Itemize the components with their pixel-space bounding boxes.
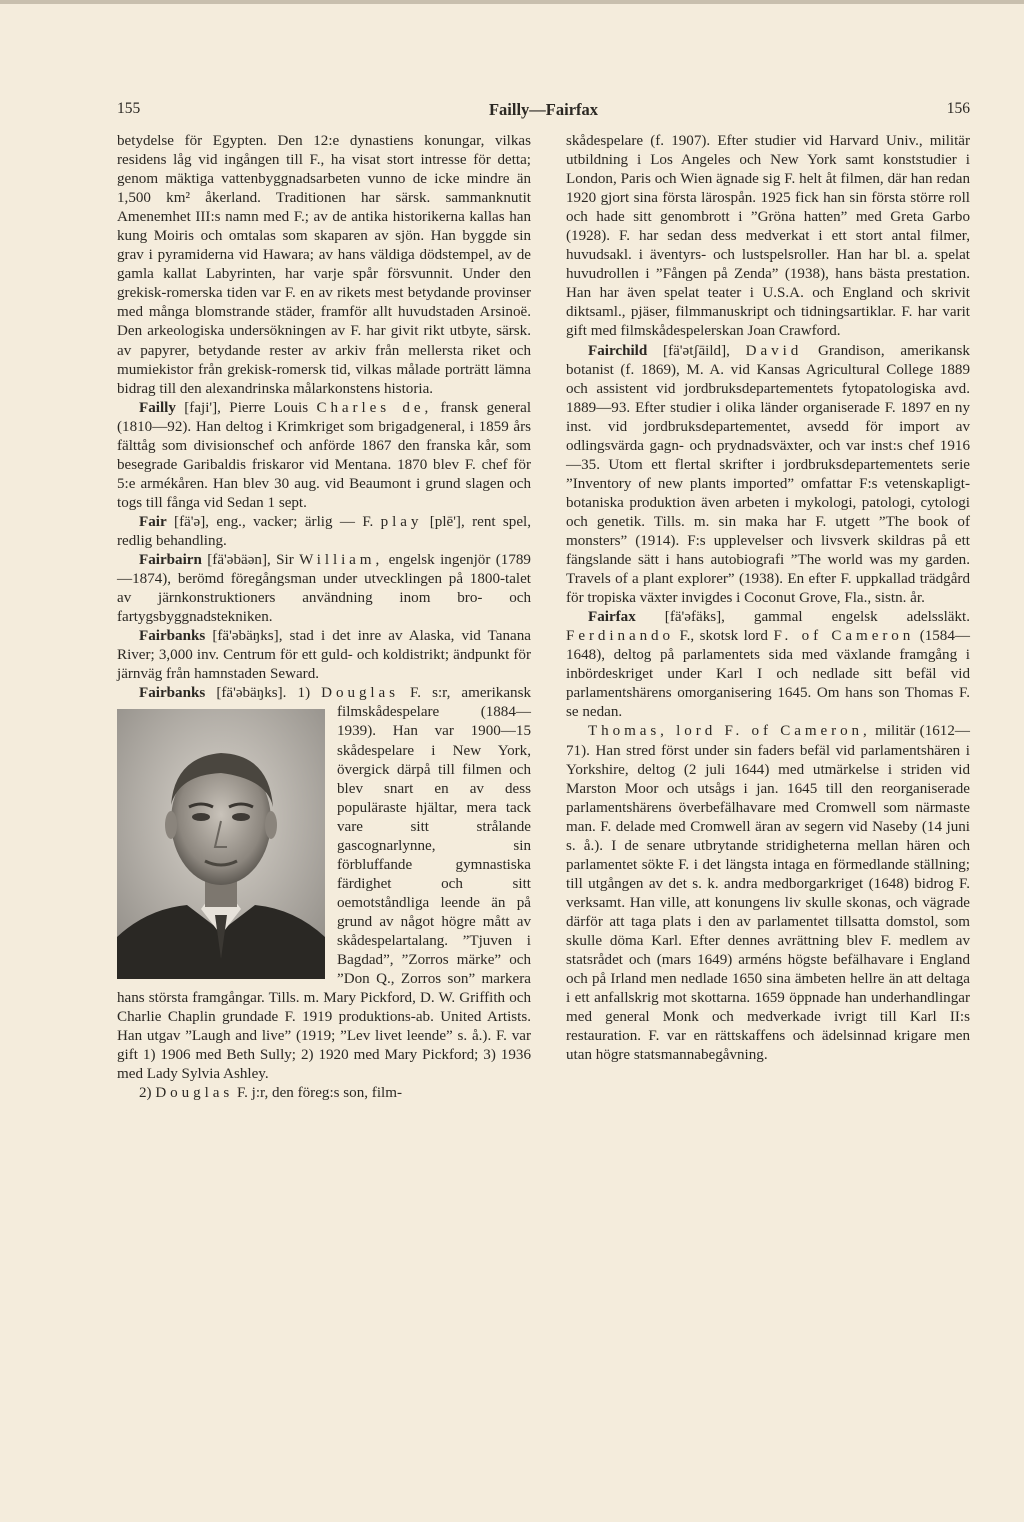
headword-fairchild: Fairchild: [588, 342, 648, 359]
entry-fair: Fair [fä'ə], eng., vacker; ärlig — F. play [plē'], rent spel, redlig behandling.: [117, 513, 532, 549]
headword-fairbanks-2: Fairbanks: [139, 685, 206, 702]
headword-fair: Fair: [139, 513, 167, 530]
fairbanks-jr-continuation: skådespelare (f. 1907). Efter studier vid Harvard Univ., militär utbildning i Los Angeles och New York samt konststudier i London, Paris och Wien ägnade sig F. helt åt filmen, där han redan 1920 gjort sina första lärospån. 1925 fick han sin första större roll och hade sitt genombrott i ”Gröna hatten” med Greta Garbo (1928). F. har sedan dess medverkat i ett stort antal filmer, huvudsakl. i äventyrs- och lustspelsroller. Han har bl. a. spelat huvudrollen i ”Fången på Zenda” (1938), hans bästa prestation. Han har även spelat teater i U.S.A. och England och skrivit diktsaml., pjäser, filmmanuskript och tidningsartiklar. F. har varit gift med filmskådespelerskan Joan Crawford.: [566, 133, 970, 340]
headword-fairbairn: Fairbairn: [139, 552, 202, 569]
headword-fairfax: Fairfax: [588, 609, 636, 626]
entry-fairchild: Fairchild [fä'ətʃāild], David Grandison, amerikansk botanist (f. 1869), M. A. vid Kansas Agricultural College 1889 och assistent vid jordbruksdepartementets fytopatologiska avd. 1889—93. Efter studier i olika länder organiserade F. 1897 en ny inst. vid jordbruksdepartementet, avsedd för import av odlingsvärda gagn- och prydnadsväxter, och var inst:s chef 1916—35. Utom ett flertal skrifter i jordbruksdepartementets serie ”Inventory of new plants imported” omfattar F:s vetenskapligt-botaniska produktion även arbeten i mykologi, patologi, cytologi och genetik. Tills. m. sin maka har F. utgett ”The book of monsters” (1914). F:s upplevelser och livsverk skildras på ett fängslande sätt i hans autobiografi ”The world was my garden. Travels of a plant explorer” (1938). En efter F. uppkallad trädgård för tropiska växter invigdes i Coconut Grove, Fla., sistn. år.: [566, 342, 970, 607]
headword-fairbanks: Fairbanks: [139, 628, 206, 645]
left-column: [117, 132, 531, 1103]
entry-fairbanks-alaska: Fairbanks [fä'əbäŋks], stad i det inre av Alaska, vid Tanana River; 3,000 inv. Centrum för ett guld- och koldistrikt; ändpunkt för järnväg från hamnstaden Seward.: [117, 628, 531, 683]
entry-fairbanks-douglas: Fairbanks [fä'əbäŋks]. 1) Douglas F. s:r, amerikansk filmskådespelare (1884—1939). Han var 1900—15 skådespelare i New York, övergick därpå till filmen och blev snart en av dess populäraste hjältar, mera tack vare sitt strålande gascognarlynne, sin förbluffande gymnastiska färdighet och sitt oemotståndliga leende än på grund av något högre mått av skådespelartalang. ”Tjuven i Bagdad”, ”Zorros märke” och ”Don Q., Zorros son” markera hans största framgångar. Tills. m. Mary Pickford, D. W. Griffith och Charlie Chaplin grundade F. 1919 produktions-ab. United Artists. Han utgav ”Laugh and live” (1919; ”Lev livet leende” s. å.). F. var gift 1) 1906 med Beth Sully; 2) 1920 med Mary Pickford; 3) 1936 med Lady Sylvia Ashley.: [117, 685, 531, 1083]
entry-fairbanks-jr: 2) Douglas F. j:r, den föreg:s son, film-: [139, 1085, 402, 1102]
faijum-continuation: betydelse för Egypten. Den 12:e dynastiens konungar, vilkas residens låg vid ingången till F., ha visat stort intresse för detta; genom mäktiga vattenbyggnadsarbeten vunno de icke mindre än 1,500 km² åkerland. Traditionen har särsk. sammanknutit Amenemhet III:s namn med F.; av de antika historikerna kallas han kung Moiris och omtalas som skaparen av sjön. Han byggde sin grav i pyramiderna vid Hawara; av hans väldiga dödstempel, av de gamla kallat Labyrinten, har varje spår försvunnit. Under den grekisk-romerska tiden var F. en av rikets mest betydande provinser med många blomstrande städer, framför allt huvudstaden Arsinoë. Den arkeologiska undersökningen av F. har givit rikt utbyte, särsk. av papyrer, betydande rester av arkiv från mellersta riket och mumiekistor från grekisk-romersk tid, vilkas målade porträtt lämna bidrag till den alexandrinska målarkonstens historia.: [117, 133, 531, 397]
entry-fairbairn: Fairbairn [fä'əbäən], Sir William, engelsk ingenjör (1789—1874), berömd föregångsman under utvecklingen på 1800-talet av järnkonstruktioners användning inom bro- och fartygsbyggnadstekniken.: [117, 552, 531, 626]
entry-failly: Failly [faji'], Pierre Louis Charles de, fransk general (1810—92). Han deltog i Krimkriget som brigadgeneral, i 1859 års fälttåg som divisionschef och anförde 1867 den franska kår, som besegrade Garibaldis friskaror vid Mentana. 1870 blev F. chef för 5:e armékåren. Han blev 30 aug. vid Beaumont i grund slagen och togs till fånga vid Sedan 1 sept.: [117, 399, 532, 511]
portrait-photo: [117, 709, 325, 979]
right-column: [566, 132, 970, 1065]
top-rule: [0, 0, 1024, 4]
headword-failly: Failly: [139, 399, 176, 416]
entry-fairfax: Fairfax [fä'əfäks], gammal engelsk adelssläkt. Ferdinando F., skotsk lord F. of Cameron (1584—1648), deltog på parlamentets sida med växlande framgång i inbördeskriget under Karl I och nedlade sitt befäl vid parlamentshärens omorganisering 1645. Om hans son Thomas F. se nedan.: [566, 609, 970, 721]
page-number-right: 156: [946, 100, 970, 117]
entry-thomas-fairfax: Thomas, lord F. of Cameron, militär (1612—71). Han stred först under sin faders befäl vid parlamentshären i Yorkshire, deltog (2 juli 1644) med utmärkelse i striden vid Marston Moor och utsågs i jan. 1645 till den reorganiserade parlamentshärens överbefälhavare med Cromwell som närmaste man. F. delade med Cromwell äran av segern vid Naseby (14 juni s. å.). I de senare utbrytande stridigheterna mellan hären och parlamentet sökte F. i det längsta intaga en förmedlande ställning; till utgången av det s. k. andra medborgarkriget (1648) bidrog F. verksamt. Han ville, att konungens liv skulle skonas, och vägrade därför att taga plats i den av parlamentet tillsatta domstol, som skulle döma Karl. Efter dennes avrättning blev F. medlem av statsrådet och (mars 1649) arméns högste befälhavare i England och på Irland men nedlade 1650 sina ämbeten hellre än att deltaga i ett anfallskrig mot skottarna. 1659 öppnade han underhandlingar med general Monk och medverkade ivrigt till Karl II:s restauration. F. var en rättskaffens och ädelsinnad krigare men utan högre statsmannabegåvning.: [566, 723, 970, 1064]
portrait-image: [117, 709, 325, 979]
running-title: Failly—Fairfax: [488, 100, 599, 119]
page-header: [117, 100, 970, 122]
page-number-left: 155: [117, 100, 141, 117]
